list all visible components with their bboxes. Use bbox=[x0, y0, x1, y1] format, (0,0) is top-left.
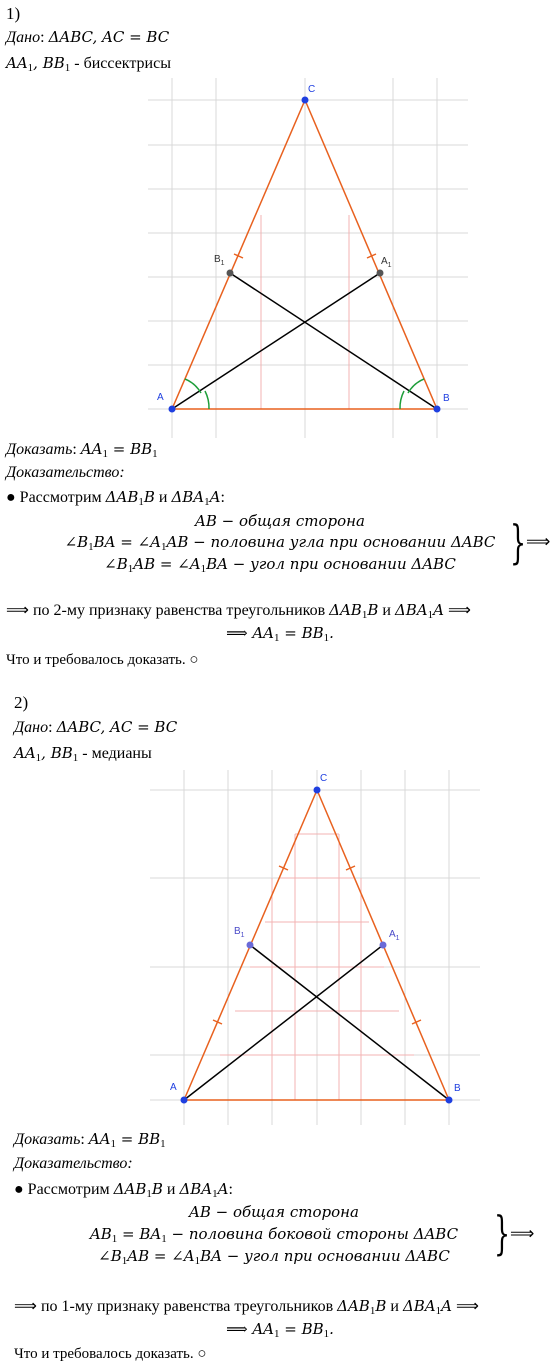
problem-2-prove: Доказать: $AA_1 = BB_1$ bbox=[14, 1130, 166, 1150]
label-c: C bbox=[320, 773, 328, 784]
problem-2-conclusion: ⟹ $AA_1 = BB_1$. bbox=[226, 1320, 334, 1340]
problem-1-number: 1) bbox=[6, 4, 21, 23]
grid bbox=[148, 78, 468, 438]
problem-1-line2: $\angle B_1BA$ = $\angle A_1AB$ − половина угла при основании ΔABC bbox=[64, 533, 496, 553]
label-b: B bbox=[454, 1083, 461, 1094]
problem-1-consider: ● Рассмотрим $\Delta AB_1B$ и $\Delta BA_1A$: bbox=[6, 488, 225, 508]
problem-1-line1: AB − общая сторона bbox=[195, 512, 365, 530]
problem-2-line1: AB − общая сторона bbox=[189, 1203, 359, 1221]
problem-2-line2: $AB_1 = BA_1$ − половина боковой стороны ΔABC bbox=[89, 1225, 459, 1245]
problem-1-figure bbox=[148, 78, 468, 438]
problem-2-brace: } bbox=[494, 1206, 511, 1260]
problem-2-criterion: ⟹ по 1-му признаку равенства треугольников $\Delta AB_1B$ и $\Delta BA_1A$ ⟹ bbox=[14, 1297, 479, 1317]
label-a1: $A_1$ bbox=[389, 929, 400, 942]
problem-1-brace: } bbox=[510, 515, 527, 569]
label-b1: $B_1$ bbox=[234, 926, 245, 939]
problem-2-given: Дано: ΔABC, AC = BC bbox=[14, 718, 178, 736]
problem-1-criterion: ⟹ по 2-му признаку равенства треугольников $\Delta AB_1B$ и $\Delta BA_1A$ ⟹ bbox=[6, 601, 471, 621]
problem-2-given-segments: $AA_1$, $BB_1$ - медианы bbox=[14, 744, 152, 764]
side-ac bbox=[172, 100, 305, 409]
grid bbox=[150, 770, 480, 1125]
problem-1-proof-label: Доказательство: bbox=[6, 464, 125, 481]
point-b bbox=[446, 1097, 453, 1104]
point-b1 bbox=[227, 270, 234, 277]
point-a1 bbox=[380, 942, 387, 949]
problem-2-qed: Что и требовалось доказать. ○ bbox=[14, 1346, 207, 1362]
label-c: C bbox=[308, 84, 316, 95]
problem-2-proof-label: Доказательство: bbox=[14, 1155, 133, 1172]
problem-2-figure bbox=[150, 770, 480, 1125]
point-b1 bbox=[247, 942, 254, 949]
point-a1 bbox=[377, 270, 384, 277]
side-bc bbox=[305, 100, 437, 409]
problem-1-conclusion: ⟹ $AA_1 = BB_1$. bbox=[226, 624, 334, 644]
point-c bbox=[314, 787, 321, 794]
label-a: A bbox=[157, 392, 164, 403]
problem-2-number: 2) bbox=[14, 693, 29, 712]
label-b: B bbox=[443, 393, 450, 404]
label-a1: $A_1$ bbox=[381, 256, 392, 269]
median-aa1 bbox=[184, 945, 383, 1100]
problem-2-implies: ⟹ bbox=[510, 1224, 535, 1243]
median-bb1 bbox=[250, 945, 449, 1100]
problem-1-implies: ⟹ bbox=[526, 532, 550, 551]
problem-1-given: Дано: ΔABC, AC = BC bbox=[6, 28, 170, 46]
point-b bbox=[434, 406, 441, 413]
problem-2-line3: $\angle B_1AB$ = $\angle A_1BA$ − угол при основании ΔABC bbox=[98, 1247, 450, 1267]
problem-1-line3: $\angle B_1AB$ = $\angle A_1BA$ − угол при основании ΔABC bbox=[104, 555, 456, 575]
point-c bbox=[302, 97, 309, 104]
point-a bbox=[181, 1097, 188, 1104]
problem-1-prove: Доказать: $AA_1 = BB_1$ bbox=[6, 440, 158, 460]
problem-2-consider: ● Рассмотрим $\Delta AB_1B$ и $\Delta BA_1A$: bbox=[14, 1180, 233, 1200]
problem-1-qed: Что и требовалось доказать. ○ bbox=[6, 652, 199, 668]
point-a bbox=[169, 406, 176, 413]
problem-1-given-segments: $AA_1$, $BB_1$ - биссектрисы bbox=[6, 54, 171, 74]
label-a: A bbox=[170, 1082, 177, 1093]
label-b1: $B_1$ bbox=[214, 254, 225, 267]
